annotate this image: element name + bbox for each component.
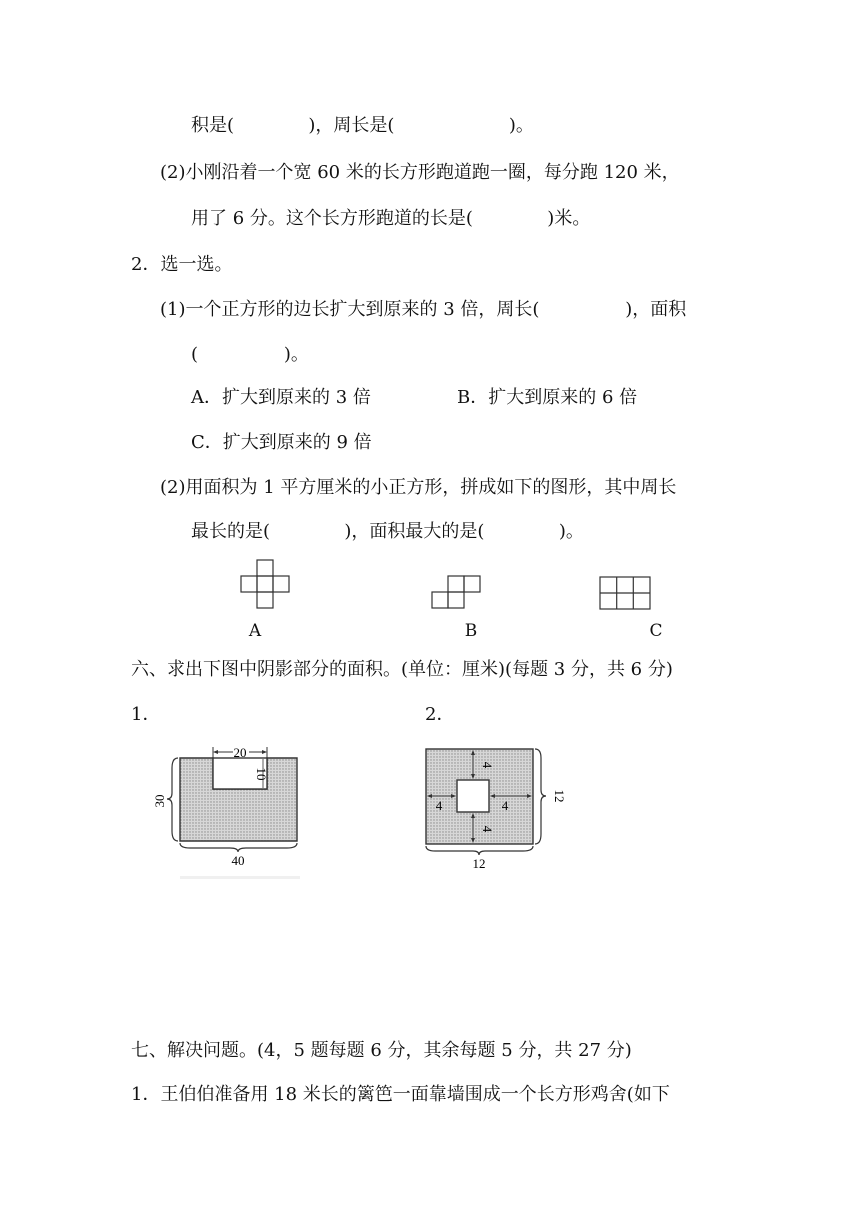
problem-number-2: 2． [425, 704, 455, 725]
shape-c-label: C [649, 621, 663, 641]
dimension-label-bottom: 4 [480, 825, 495, 833]
dimension-label-width: 40 [231, 853, 245, 868]
dimension-label-height: 12 [552, 789, 567, 803]
dimension-label-top: 20 [233, 745, 247, 760]
text-line: ( )。 [191, 344, 309, 365]
text-line: (2)小刚沿着一个宽 60 米的长方形跑道跑一圈，每分跑 120 米， [160, 162, 680, 183]
figure-2 [415, 738, 575, 883]
text-line: (2)用面积为 1 平方厘米的小正方形，拼成如下的图形，其中周长 [160, 477, 677, 498]
shape-b-figure [428, 574, 488, 610]
dimension-label-right: 4 [501, 798, 509, 813]
shape-b-label: B [464, 621, 478, 641]
shape-a-label: A [248, 621, 262, 641]
dimension-label-notch: 10 [254, 767, 269, 781]
text-line: 最长的是( )，面积最大的是( )。 [191, 521, 584, 542]
text-line: 积是( )，周长是( )。 [191, 115, 534, 136]
dimension-label-left: 4 [435, 798, 443, 813]
dimension-label-height: 30 [152, 794, 167, 808]
option-c: C．扩大到原来的 9 倍 [191, 432, 372, 453]
dimension-label-top: 4 [480, 761, 495, 769]
figure-1 [150, 738, 310, 883]
section-seven-heading: 七、解决问题。(4，5 题每题 6 分，其余每题 5 分，共 27 分) [131, 1040, 632, 1061]
problem-1-text: 1．王伯伯准备用 18 米长的篱笆一面靠墙围成一个长方形鸡舍(如下 [131, 1084, 670, 1105]
question-heading: 2．选一选。 [131, 254, 233, 275]
section-six-heading: 六、求出下图中阴影部分的面积。(单位：厘米)(每题 3 分，共 6 分) [131, 659, 673, 680]
text-line: 用了 6 分。这个长方形跑道的长是( )米。 [191, 208, 591, 229]
shape-c-figure [596, 575, 654, 611]
problem-number-1: 1． [131, 704, 161, 725]
text-line: (1)一个正方形的边长扩大到原来的 3 倍，周长( )，面积 [160, 299, 687, 320]
option-b: B．扩大到原来的 6 倍 [457, 387, 638, 408]
option-a: A．扩大到原来的 3 倍 [191, 387, 371, 408]
dimension-label-width: 12 [472, 856, 486, 871]
shape-a-figure [238, 559, 294, 611]
